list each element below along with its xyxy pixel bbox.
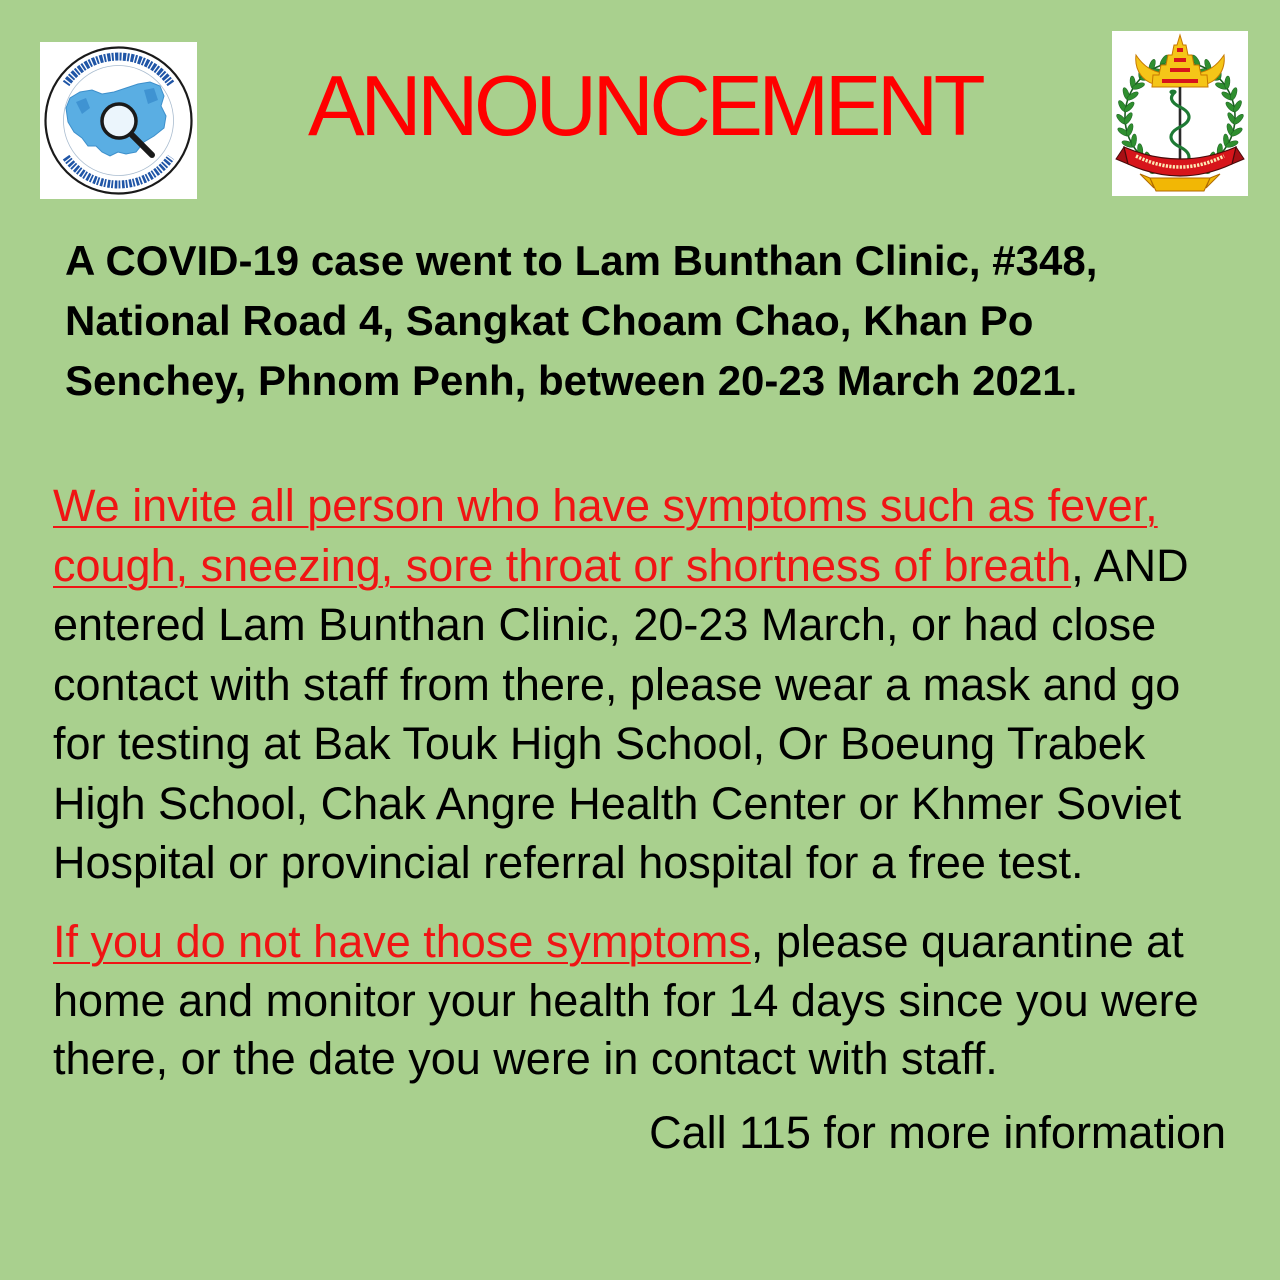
testing-notice-text: , AND entered Lam Bunthan Clinic, 20-23 March, or had close contact with staff from there, please wear a mask and go for testing at Bak Touk High School, Or Boeung Trabek High School, Chak Angre Health Center or Khmer Soviet Hospital or provincial referral hospital for a free test. xyxy=(53,539,1189,888)
crown-detail xyxy=(1170,68,1190,72)
testing-notice-paragraph xyxy=(53,476,1223,893)
hotline-note: Call 115 for more information xyxy=(649,1107,1226,1158)
left-logo xyxy=(40,42,197,199)
magnifier-lens xyxy=(102,104,136,138)
laurel-leaf xyxy=(1224,76,1231,89)
quarantine-notice-highlight: If you do not have those symptoms xyxy=(53,916,751,967)
caduceus-laurel-emblem-icon xyxy=(1112,31,1248,196)
crown-detail xyxy=(1162,79,1198,83)
crown-spire xyxy=(1136,35,1225,87)
right-logo xyxy=(1112,31,1248,196)
map-magnifier-seal-icon xyxy=(40,42,197,199)
quarantine-notice-paragraph xyxy=(53,913,1223,1089)
crown-detail xyxy=(1177,48,1183,52)
base-plinth xyxy=(1150,178,1210,191)
quarantine-notice-text: , please quarantine at home and monitor your health for 14 days since you were there, or the date you were in contact with staff. xyxy=(53,916,1199,1084)
page-title: ANNOUNCEMENT xyxy=(308,59,982,154)
laurel-leaf xyxy=(1131,134,1138,147)
case-location-paragraph: A COVID-19 case went to Lam Bunthan Clinic, #348, National Road 4, Sangkat Choam Chao, Khan Po Senchey, Phnom Penh, between 20-23 March 2021. xyxy=(65,237,1098,404)
snake-head xyxy=(1169,90,1176,95)
crown-detail xyxy=(1174,58,1186,62)
testing-notice-highlight: We invite all person who have symptoms such as fever, cough, sneezing, sore throat or shortness of breath xyxy=(53,480,1158,591)
